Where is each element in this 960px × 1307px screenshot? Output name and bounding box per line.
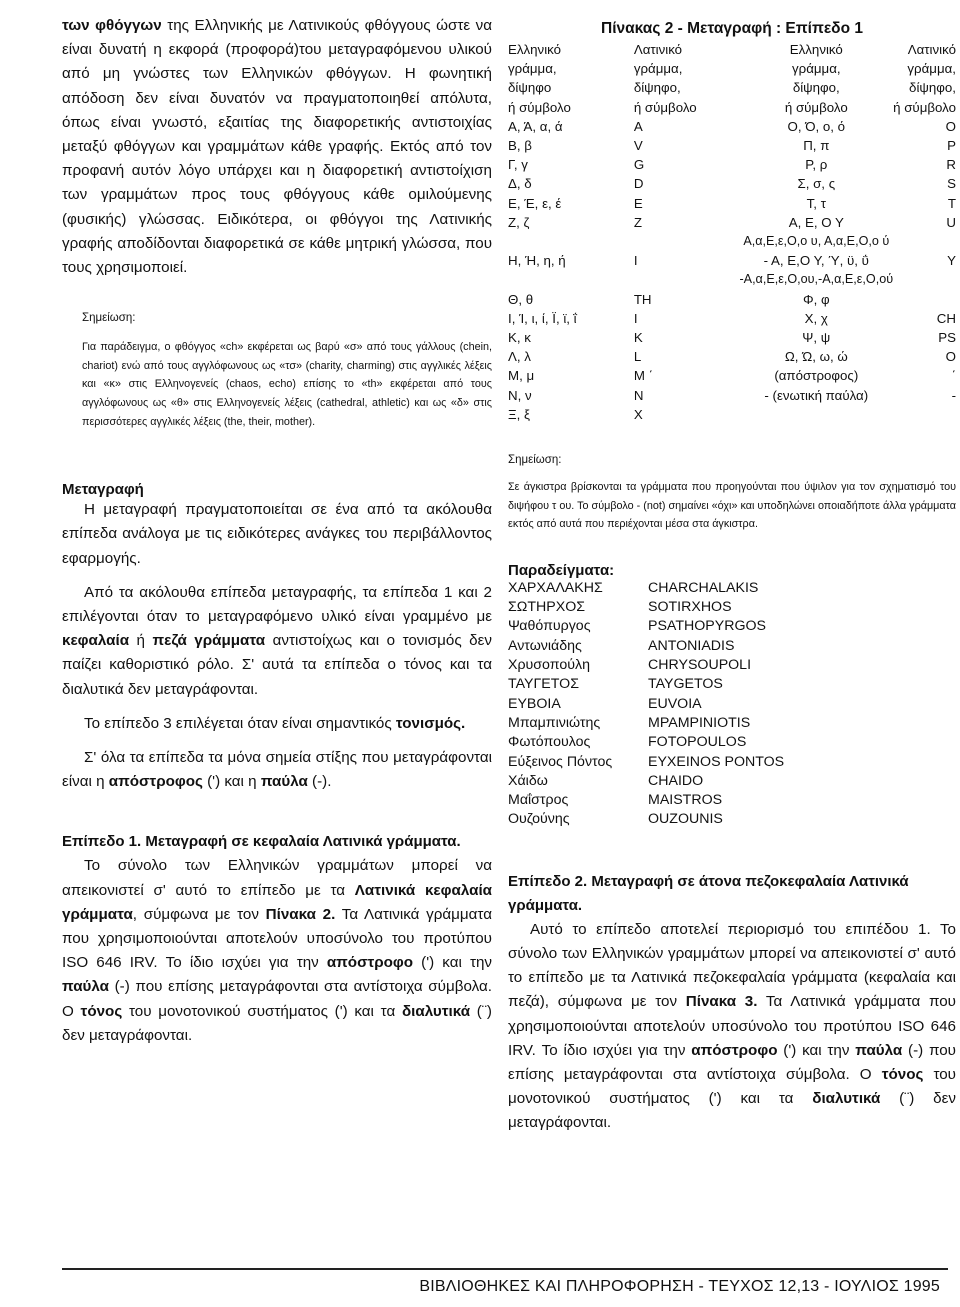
example-greek: Αντωνιάδης bbox=[508, 637, 582, 654]
table-cell: O bbox=[945, 349, 956, 365]
table-header-cell: δίψηφο, bbox=[633, 80, 681, 96]
p4-bold-a: απόστροφος bbox=[108, 773, 203, 791]
table-cell bbox=[508, 232, 604, 251]
example-row bbox=[508, 810, 784, 829]
table-cell bbox=[893, 270, 956, 289]
table-cell: Ε, Έ, ε, έ bbox=[508, 195, 562, 211]
table-cell: Ν, ν bbox=[508, 387, 532, 403]
table-cell: S bbox=[947, 176, 956, 192]
example-row bbox=[508, 637, 784, 656]
table-cell bbox=[893, 290, 956, 309]
table-cell: T bbox=[947, 195, 956, 211]
table-header-row bbox=[508, 59, 956, 78]
p4-bold-b: παύλα bbox=[260, 773, 308, 791]
example-greek: ΧΑΡΧΑΛΑΚΗΣ bbox=[508, 579, 603, 596]
example-row bbox=[508, 733, 784, 752]
table-cell: Ρ, ρ bbox=[805, 157, 828, 173]
table-header-cell: δίψηφο bbox=[508, 80, 552, 96]
example-row bbox=[508, 753, 784, 772]
table-cell: Ω, Ώ, ω, ώ bbox=[784, 349, 848, 365]
table-header-cell: Λατινικό bbox=[633, 42, 683, 57]
table-cell: I bbox=[633, 310, 638, 326]
p5-bold-c: απόστροφο bbox=[326, 954, 414, 972]
p2-text-b: ή bbox=[129, 632, 153, 650]
example-greek: Χρυσοπούλη bbox=[508, 657, 590, 674]
table-cell: Y bbox=[947, 253, 956, 269]
table-cell bbox=[508, 270, 604, 289]
p4-text-a: Σ' όλα τα επίπεδα τα μόνα σημεία στίξης που μεταγράφονται είναι η bbox=[62, 749, 492, 791]
left-column bbox=[62, 14, 492, 1048]
table-row bbox=[508, 251, 956, 270]
table-cell: A bbox=[633, 118, 643, 134]
table-cell: Λ, λ bbox=[508, 349, 531, 365]
rp-text-e: του μονοτονικού συστήματος (') και τα bbox=[508, 1065, 956, 1108]
table-row bbox=[508, 270, 956, 289]
paragraph-2 bbox=[62, 581, 492, 702]
table-cell: - bbox=[951, 387, 956, 403]
example-row bbox=[508, 791, 784, 810]
table-cell bbox=[604, 270, 740, 289]
rp-bold-c: παύλα bbox=[855, 1041, 903, 1059]
table-cell: Α,α,Ε,ε,Ο,ο υ, Α,α,Ε,Ο,ο ύ bbox=[743, 234, 890, 249]
example-latin: PSATHOPYRGOS bbox=[648, 618, 766, 635]
examples-table bbox=[508, 579, 784, 830]
table-header-cell: δίψηφο, bbox=[909, 80, 956, 96]
table-cell: Κ, κ bbox=[508, 330, 531, 346]
right-column bbox=[508, 20, 956, 1136]
p5-text-c: Τα Λατινικά γράμματα που χρησιμοποιούνται αποτελούν υποσύνολο του προτύπου ISO 646 IRV. Το ίδιο ισχύει για την bbox=[62, 905, 492, 972]
table-note-text: Σε άγκιστρα βρίσκονται τα γράμματα που προηγούνται που ύψιλον για τον σχηματισμό του διψήφου τ ου. Το σύμβολο - (not) σημαίνει «όχι» και υποδηλώνει οποιαδήποτε άλλα γράμματα εκτός από αυτά που περιέχονται μέσα στα άγκιστρα. bbox=[508, 481, 956, 531]
table-row bbox=[508, 347, 956, 366]
example-latin: CHAIDO bbox=[648, 772, 704, 789]
table-cell bbox=[893, 405, 956, 424]
table-cell: ΄ bbox=[951, 368, 956, 384]
table-cell: Μ, μ bbox=[508, 368, 535, 384]
table-cell bbox=[893, 232, 956, 251]
table-cell: Α, Ε, Ο Υ bbox=[788, 214, 844, 230]
table-cell: Ο, Ό, ο, ό bbox=[787, 118, 846, 134]
example-greek: Φωτόπουλος bbox=[508, 734, 591, 751]
example-row bbox=[508, 714, 784, 733]
table-header-cell: ή σύμβολο bbox=[508, 99, 571, 115]
table-cell bbox=[739, 405, 893, 424]
table-cell: Z bbox=[633, 214, 642, 230]
example-latin: TAYGETOS bbox=[648, 676, 723, 693]
p5-text-b: , σύμφωνα με τον bbox=[132, 905, 266, 923]
table-header-cell: ή σύμβολο bbox=[893, 99, 956, 115]
example-row bbox=[508, 598, 784, 617]
table-cell: R bbox=[946, 157, 956, 173]
p4-text-c: (-). bbox=[307, 773, 332, 791]
right-paragraph bbox=[508, 918, 956, 1136]
table-row bbox=[508, 174, 956, 193]
rp-bold-b: απόστροφο bbox=[691, 1041, 778, 1059]
p2-text-c: αντιστοίχως και ο τονισμός δεν παίζει καθοριστικό ρόλο. Σ' αυτά τα επίπεδα ο τόνος και τα διαλυτικά δεν μεταγράφονται. bbox=[62, 632, 492, 698]
example-row bbox=[508, 675, 784, 694]
table-cell: Τ, τ bbox=[806, 195, 826, 211]
p5-text-e: (-) που επίσης μεταγράφονται στα αντίστοιχα σύμβολα. Ο bbox=[62, 978, 492, 1020]
table-row bbox=[508, 309, 956, 328]
paragraph-3 bbox=[62, 712, 492, 736]
example-greek: Μπαμπινιώτης bbox=[508, 714, 601, 731]
table-header-cell: ή σύμβολο bbox=[784, 99, 848, 115]
rp-text-f: (¨) δεν μεταγράφονται. bbox=[508, 1090, 956, 1132]
table-header-row bbox=[508, 78, 956, 97]
paragraph-5 bbox=[62, 854, 492, 1048]
example-latin: MPAMPINIOTIS bbox=[648, 714, 751, 731]
example-greek: ΣΩΤΗΡΧΟΣ bbox=[508, 599, 586, 616]
p5-text-f: του μονοτονικού συστήματος (') και τα bbox=[122, 1002, 402, 1020]
example-latin: FOTOPOULOS bbox=[648, 734, 747, 751]
heading-level-2: Επίπεδο 2. Μεταγραφή σε άτονα πεζοκεφαλαία Λατινικά γράμματα. bbox=[508, 872, 909, 914]
table-title: Πίνακας 2 - Μεταγραφή : Επίπεδο 1 bbox=[601, 20, 863, 37]
table-cell: Σ, σ, ς bbox=[797, 176, 836, 192]
table-cell: Ι, Ί, ι, ί, Ϊ, ϊ, ΐ bbox=[508, 310, 577, 326]
table-row bbox=[508, 386, 956, 405]
example-row bbox=[508, 656, 784, 675]
table-cell: Χ, χ bbox=[804, 310, 828, 326]
note-label: Σημείωση: bbox=[82, 312, 136, 325]
p2-bold-a: κεφαλαία bbox=[62, 632, 130, 650]
table-row bbox=[508, 405, 956, 424]
table-row bbox=[508, 194, 956, 213]
table-header-row bbox=[508, 98, 956, 117]
paragraph-4 bbox=[62, 746, 492, 794]
table-cell: U bbox=[946, 214, 956, 230]
table-row bbox=[508, 213, 956, 232]
p5-text-g: (¨) δεν μεταγράφονται. bbox=[62, 1002, 492, 1044]
table-cell: Δ, δ bbox=[508, 176, 532, 192]
table-row bbox=[508, 328, 956, 347]
table-row bbox=[508, 136, 956, 155]
table-cell: Ζ, ζ bbox=[508, 214, 530, 230]
p5-bold-d: παύλα bbox=[62, 978, 109, 996]
intro-bold: των φθόγγων bbox=[62, 17, 162, 34]
intro-paragraph bbox=[62, 14, 492, 280]
example-latin: EYXEINOS PONTOS bbox=[648, 753, 785, 770]
table-row bbox=[508, 155, 956, 174]
table-cell: PS bbox=[938, 330, 956, 346]
table-cell: I bbox=[633, 253, 638, 269]
table-cell: N bbox=[633, 387, 644, 403]
rp-bold-e: διαλυτικά bbox=[812, 1090, 881, 1108]
example-latin: CHRYSOUPOLI bbox=[648, 657, 752, 674]
p5-bold-f: διαλυτικά bbox=[401, 1002, 471, 1020]
table-cell: TH bbox=[633, 291, 652, 307]
table-header-cell: Ελληνικό bbox=[789, 42, 843, 57]
rp-text-d: (-) που επίσης μεταγράφονται στα αντίστοιχα σύμβολα. Ο bbox=[508, 1041, 956, 1083]
table-cell: E bbox=[633, 195, 643, 211]
table-row bbox=[508, 232, 956, 251]
p2-text-a: Από τα ακόλουθα επίπεδα μεταγραφής, τα επίπεδα 1 και 2 επιλέγονται όταν το μεταγραφόμενο υλικό είναι γραμμένο με bbox=[62, 583, 492, 626]
note-text: Για παράδειγμα, ο φθόγγος «ch» εκφέρεται ως βαρύ «σ» από τους γάλλους (chein, chariot) ενώ από τους αγγλόφωνους ως «τσ» (charity, charming) στις αγγλικές λέξεις και «κ» στις Ελληνογενείς (chaos, echo) επίσης το «th» εκφέρεται από τους αγγλόφωνους ως «θ» στις Ελληνογενείς λέξεις (cathedral, athletic) και ως «δ» στις περισσότερες αγγλικές λέξεις (the, their, mother). bbox=[82, 341, 492, 428]
table-cell: Π, π bbox=[803, 138, 830, 154]
p5-bold-a: Λατινικά κεφαλαία γράμματα bbox=[62, 881, 492, 923]
table-header-cell: ή σύμβολο bbox=[633, 99, 697, 115]
example-row bbox=[508, 772, 784, 791]
table-cell: V bbox=[633, 138, 643, 154]
paragraph-1: Η μεταγραφή πραγματοποιείται σε ένα από τα ακόλουθα επίπεδα ανάλογα με τις ειδικότερες ανάγκες του περιβάλλοντος εφαρμογής. bbox=[62, 501, 492, 567]
table-cell: K bbox=[633, 330, 643, 346]
table-cell: -Α,α,Ε,ε,Ο,ου,-Α,α,Ε,ε,Ο,ού bbox=[739, 272, 894, 287]
rp-bold-d: τόνος bbox=[881, 1065, 924, 1083]
footer-rule bbox=[62, 1268, 948, 1270]
rp-bold-a: Πίνακα 3. bbox=[685, 993, 758, 1011]
example-greek: Χάιδω bbox=[508, 772, 548, 789]
section-title: Μεταγραφή bbox=[62, 481, 144, 499]
table-header-cell: γράμμα, bbox=[907, 61, 956, 77]
rp-text-a: Αυτό το επίπεδο αποτελεί περιορισμό του επιπέδου 1. Το σύνολο των Ελληνικών γραμμάτων μπορεί να απεικονιστεί σ' αυτό το επίπεδο με τα Λατινικά πεζοκεφαλαία γράμματα (κεφαλαία και πεζά), σύμφωνα με τον bbox=[508, 920, 956, 1011]
table-cell bbox=[604, 232, 740, 251]
table-cell: (απόστροφος) bbox=[774, 368, 859, 384]
example-latin: CHARCHALAKIS bbox=[648, 579, 759, 596]
example-greek: ΕΥΒΟΙΑ bbox=[508, 695, 561, 712]
p3-bold: τονισμός. bbox=[395, 714, 466, 732]
table-row bbox=[508, 366, 956, 385]
table-cell: - Α, Ε,Ο Υ, Ύ, ϋ, ΰ bbox=[763, 253, 869, 269]
table-cell: Φ, φ bbox=[802, 291, 830, 307]
table-cell: Α, Ά, α, ά bbox=[508, 118, 563, 134]
example-latin: EUVOIA bbox=[648, 695, 702, 712]
example-greek: ΤΑΥΓΕΤΟΣ bbox=[508, 676, 579, 693]
p2-bold-b: πεζά γράμματα bbox=[152, 632, 266, 650]
example-greek: Ψαθόπυργος bbox=[508, 618, 591, 635]
table-cell: Η, Ή, η, ή bbox=[508, 253, 566, 269]
example-latin: MAISTROS bbox=[648, 792, 723, 809]
table-cell: G bbox=[633, 157, 645, 173]
table-cell: Β, β bbox=[508, 138, 532, 154]
table-cell: Θ, θ bbox=[508, 291, 534, 307]
table-cell: D bbox=[633, 176, 644, 192]
example-latin: OUZOUNIS bbox=[648, 811, 723, 828]
example-greek: Εύξεινος Πόντος bbox=[508, 753, 613, 770]
examples-title: Παραδείγματα: bbox=[508, 561, 615, 579]
example-greek: Μαΐστρος bbox=[508, 792, 569, 809]
rp-text-c: (') και την bbox=[777, 1041, 856, 1059]
table-cell: O bbox=[945, 118, 956, 134]
example-latin: ANTONIADIS bbox=[648, 637, 735, 654]
example-greek: Ουζούνης bbox=[508, 811, 570, 828]
p3-text: Το επίπεδο 3 επιλέγεται όταν είναι σημαντικός bbox=[84, 714, 396, 732]
table-header-cell: γράμμα, bbox=[791, 61, 841, 77]
table-cell: L bbox=[633, 349, 642, 365]
rp-text-b: Τα Λατινικά γράμματα που χρησιμοποιούνται αποτελούν υποσύνολο του προτύπου ISO 646 IRV. Το ίδιο ισχύει για την bbox=[508, 993, 956, 1059]
table-note-label: Σημείωση: bbox=[508, 454, 562, 467]
table-header-cell: δίψηφο, bbox=[792, 80, 840, 96]
p5-bold-e: τόνος bbox=[80, 1002, 123, 1020]
table-cell: X bbox=[633, 406, 643, 422]
p4-text-b: (') και η bbox=[202, 773, 261, 791]
intro-text: της Ελληνικής με Λατινικούς φθόγγους ώστε να είναι δυνατή η εκφορά (προφορά)του μεταγραφόμενου υλικού από μη γνώστες των Ελληνικών φθόγγων. Η φωνητική απόδοση δεν είναι δυνατόν να πραγματοποιηθεί απόλυτα, όπως είναι γνωστό, εξαιτίας της διαφορετικής αντιστοιχίας μεταξύ φθόγγων και γραμμάτων κάθε γραφής. Εκτός από τον προφανή αυτόν λόγο υπάρχει και η διαφορετική αντιστοίχιση των γραμμάτων προς τους φθόγγους κάθε ομιλούμενης (φυσικής) γλώσσας. Ειδικότερα, οι φθόγγοι της Λατινικής γραφής αποδίδονται διαφορετικά σε κάθε μητρική γλώσσα, που τους χρησιμοποιεί. bbox=[62, 17, 493, 277]
table-cell: CH bbox=[936, 310, 956, 326]
table-cell: Ξ, ξ bbox=[508, 406, 530, 422]
table-cell: P bbox=[947, 138, 956, 154]
transliteration-table bbox=[508, 40, 956, 424]
p5-bold-b: Πίνακα 2. bbox=[265, 905, 336, 923]
example-row bbox=[508, 617, 784, 636]
table-cell: M ΄ bbox=[633, 368, 654, 384]
p5-text-d: (') και την bbox=[413, 954, 492, 972]
p5-text-a: Το σύνολο των Ελληνικών γραμμάτων μπορεί να απεικονιστεί σ' αυτό το επίπεδο με τα bbox=[62, 857, 492, 899]
table-cell: Ψ, ψ bbox=[802, 330, 831, 346]
table-header-cell: Λατινικό bbox=[907, 42, 956, 57]
example-row bbox=[508, 579, 784, 598]
table-row bbox=[508, 290, 956, 309]
table-header-cell: γράμμα, bbox=[633, 61, 683, 77]
table-header-cell: γράμμα, bbox=[508, 61, 557, 77]
example-row bbox=[508, 695, 784, 714]
table-cell: Γ, γ bbox=[508, 157, 528, 173]
table-header-row bbox=[508, 40, 956, 59]
table-row bbox=[508, 117, 956, 136]
heading-level-1: Επίπεδο 1. Μεταγραφή σε κεφαλαία Λατινικά γράμματα. bbox=[62, 833, 461, 851]
table-cell: - (ενωτική παύλα) bbox=[764, 387, 869, 403]
footer-text: ΒΙΒΛΙΟΘΗΚΕΣ ΚΑΙ ΠΛΗΡΟΦΟΡΗΣΗ - ΤΕΥΧΟΣ 12,13 - ΙΟΥΛΙΟΣ 1995 bbox=[419, 1278, 940, 1295]
table-header-cell: Ελληνικό bbox=[508, 42, 562, 57]
example-latin: SOTIRXHOS bbox=[648, 599, 732, 616]
